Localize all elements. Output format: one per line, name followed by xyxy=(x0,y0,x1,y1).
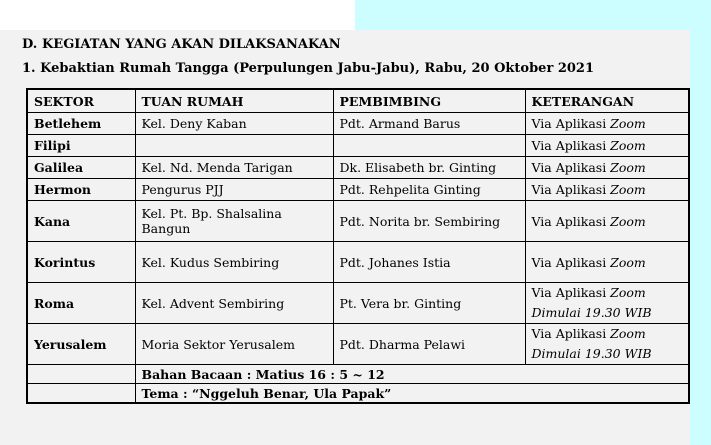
tema-row xyxy=(27,384,689,404)
cell-tuan-rumah: Kel. Deny Kaban xyxy=(135,113,333,135)
bahan-bacaan: Bahan Bacaan : Matius 16 : 5 ~ 12 xyxy=(135,365,689,384)
zoom-text: Zoom xyxy=(610,160,646,175)
table-row xyxy=(27,242,689,283)
via-text: Via Aplikasi xyxy=(531,138,611,153)
table-header-row xyxy=(27,89,689,113)
cell-keterangan xyxy=(525,324,689,365)
table-row xyxy=(27,113,689,135)
header-keterangan: KETERANGAN xyxy=(525,89,689,113)
header-tuan-rumah: TUAN RUMAH xyxy=(135,89,333,113)
zoom-text: Zoom xyxy=(610,254,646,270)
cell-pembimbing: Pt. Vera br. Ginting xyxy=(333,283,525,324)
via-text: Via Aplikasi xyxy=(531,254,611,270)
via-text: Via Aplikasi xyxy=(531,213,611,229)
table-row xyxy=(27,179,689,201)
cell-pembimbing: Pdt. Rehpelita Ginting xyxy=(333,179,525,201)
cell-keterangan xyxy=(525,135,689,157)
background-highlight-right xyxy=(690,0,711,445)
cell-pembimbing: Pdt. Armand Barus xyxy=(333,113,525,135)
zoom-text: Zoom xyxy=(610,213,646,229)
zoom-text: Zoom xyxy=(610,182,646,197)
bahan-bacaan-row xyxy=(27,365,689,384)
cell-sektor: Betlehem xyxy=(27,113,135,135)
cell-tuan-rumah: Kel. Kudus Sembiring xyxy=(135,242,333,283)
table-row xyxy=(27,283,689,324)
cell-pembimbing: Pdt. Dharma Pelawi xyxy=(333,324,525,365)
cell-pembimbing: Dk. Elisabeth br. Ginting xyxy=(333,157,525,179)
via-text: Via Aplikasi xyxy=(531,326,611,341)
cell-tuan-rumah: Kel. Pt. Bp. Shalsalina Bangun xyxy=(135,201,333,242)
section-heading xyxy=(22,37,341,52)
header-sektor: SEKTOR xyxy=(27,89,135,113)
tema: Tema : “Nggeluh Benar, Ula Papak” xyxy=(135,384,689,404)
cell-sektor: Hermon xyxy=(27,179,135,201)
cell-sektor: Filipi xyxy=(27,135,135,157)
cell-keterangan xyxy=(525,283,689,324)
cell-keterangan xyxy=(525,201,689,242)
cell-sektor: Galilea xyxy=(27,157,135,179)
cell-tuan-rumah: Moria Sektor Yerusalem xyxy=(135,324,333,365)
cell-sektor: Kana xyxy=(27,201,135,242)
table-row xyxy=(27,201,689,242)
table-row xyxy=(27,324,689,365)
keterangan-line xyxy=(532,324,683,344)
empty-cell xyxy=(27,384,135,404)
header-pembimbing: PEMBIMBING xyxy=(333,89,525,113)
subsection-heading: 1. Kebaktian Rumah Tangga (Perpulungen Jabu-Jabu), Rabu, 20 Oktober 2021 xyxy=(22,61,594,76)
cell-keterangan xyxy=(525,113,689,135)
cell-tuan-rumah: Pengurus PJJ xyxy=(135,179,333,201)
zoom-text: Zoom xyxy=(610,116,646,131)
via-text: Via Aplikasi xyxy=(531,160,611,175)
zoom-text: Zoom xyxy=(610,326,646,341)
cell-pembimbing: Pdt. Johanes Istia xyxy=(333,242,525,283)
cell-pembimbing: Pdt. Norita br. Sembiring xyxy=(333,201,525,242)
cell-tuan-rumah: Kel. Advent Sembiring xyxy=(135,283,333,324)
start-time-note: Dimulai 19.30 WIB xyxy=(531,305,652,320)
cell-tuan-rumah: Kel. Nd. Menda Tarigan xyxy=(135,157,333,179)
cell-sektor: Korintus xyxy=(27,242,135,283)
cell-keterangan xyxy=(525,179,689,201)
via-text: Via Aplikasi xyxy=(531,182,611,197)
cell-keterangan xyxy=(525,242,689,283)
empty-cell xyxy=(27,365,135,384)
zoom-text: Zoom xyxy=(610,138,646,153)
cell-pembimbing xyxy=(333,135,525,157)
cell-sektor: Roma xyxy=(27,283,135,324)
start-time-note: Dimulai 19.30 WIB xyxy=(531,346,652,361)
table-row xyxy=(27,157,689,179)
table-row xyxy=(27,135,689,157)
cell-tuan-rumah xyxy=(135,135,333,157)
section-letter: D. xyxy=(22,37,38,52)
schedule-table xyxy=(26,88,690,404)
cell-keterangan xyxy=(525,157,689,179)
cell-sektor: Yerusalem xyxy=(27,324,135,365)
via-text: Via Aplikasi xyxy=(531,285,611,300)
zoom-text: Zoom xyxy=(610,285,646,300)
background-highlight-top xyxy=(355,0,711,30)
keterangan-line xyxy=(532,283,683,303)
section-title: KEGIATAN YANG AKAN DILAKSANAKAN xyxy=(42,37,341,52)
via-text: Via Aplikasi xyxy=(531,116,611,131)
